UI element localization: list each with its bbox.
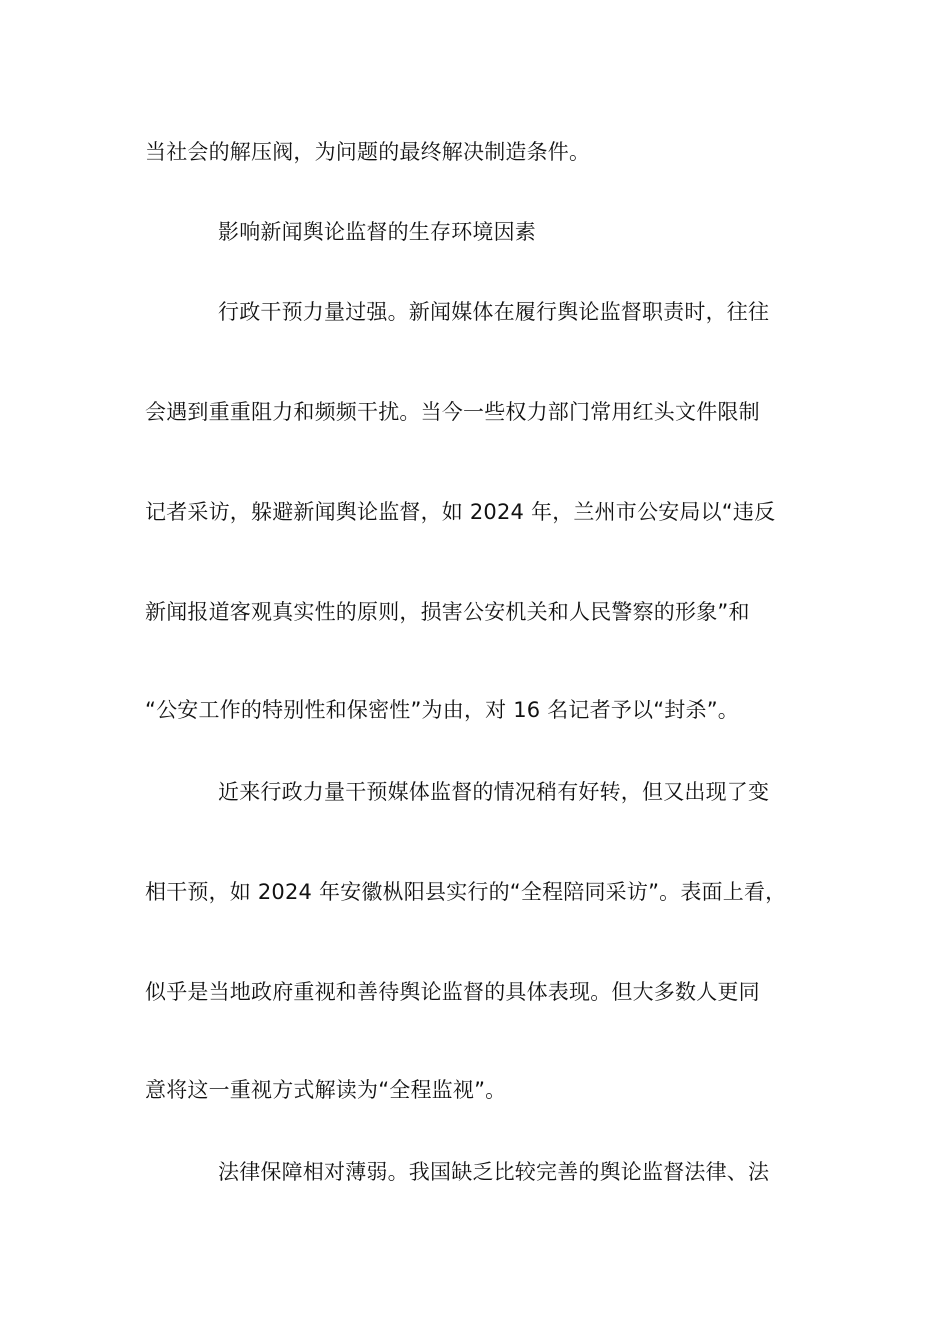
text-line-10: 似乎是当地政府重视和善待舆论监督的具体表现。但大多数人更同 [145,980,760,1004]
section-heading: 影响新闻舆论监督的生存环境因素 [218,220,536,244]
text-line-4: 会遇到重重阻力和频频干扰。当今一些权力部门常用红头文件限制 [145,400,760,424]
text-line-7: “公安工作的特别性和保密性”为由，对 16 名记者予以“封杀”。 [145,698,739,722]
text-line-5: 记者采访，躲避新闻舆论监督，如 2024 年，兰州市公安局以“违反 [145,500,776,524]
text-line-1: 当社会的解压阀，为问题的最终解决制造条件。 [145,140,591,164]
text-line-8: 近来行政力量干预媒体监督的情况稍有好转，但又出现了变 [218,780,770,804]
text-line-12: 法律保障相对薄弱。我国缺乏比较完善的舆论监督法律、法 [218,1160,770,1184]
text-line-3: 行政干预力量过强。新闻媒体在履行舆论监督职责时，往往 [218,300,770,324]
text-line-6: 新闻报道客观真实性的原则，损害公安机关和人民警察的形象”和 [145,600,750,624]
text-line-9: 相干预，如 2024 年安徽枞阳县实行的“全程陪同采访”。表面上看， [145,880,787,904]
text-line-11: 意将这一重视方式解读为“全程监视”。 [145,1078,507,1102]
